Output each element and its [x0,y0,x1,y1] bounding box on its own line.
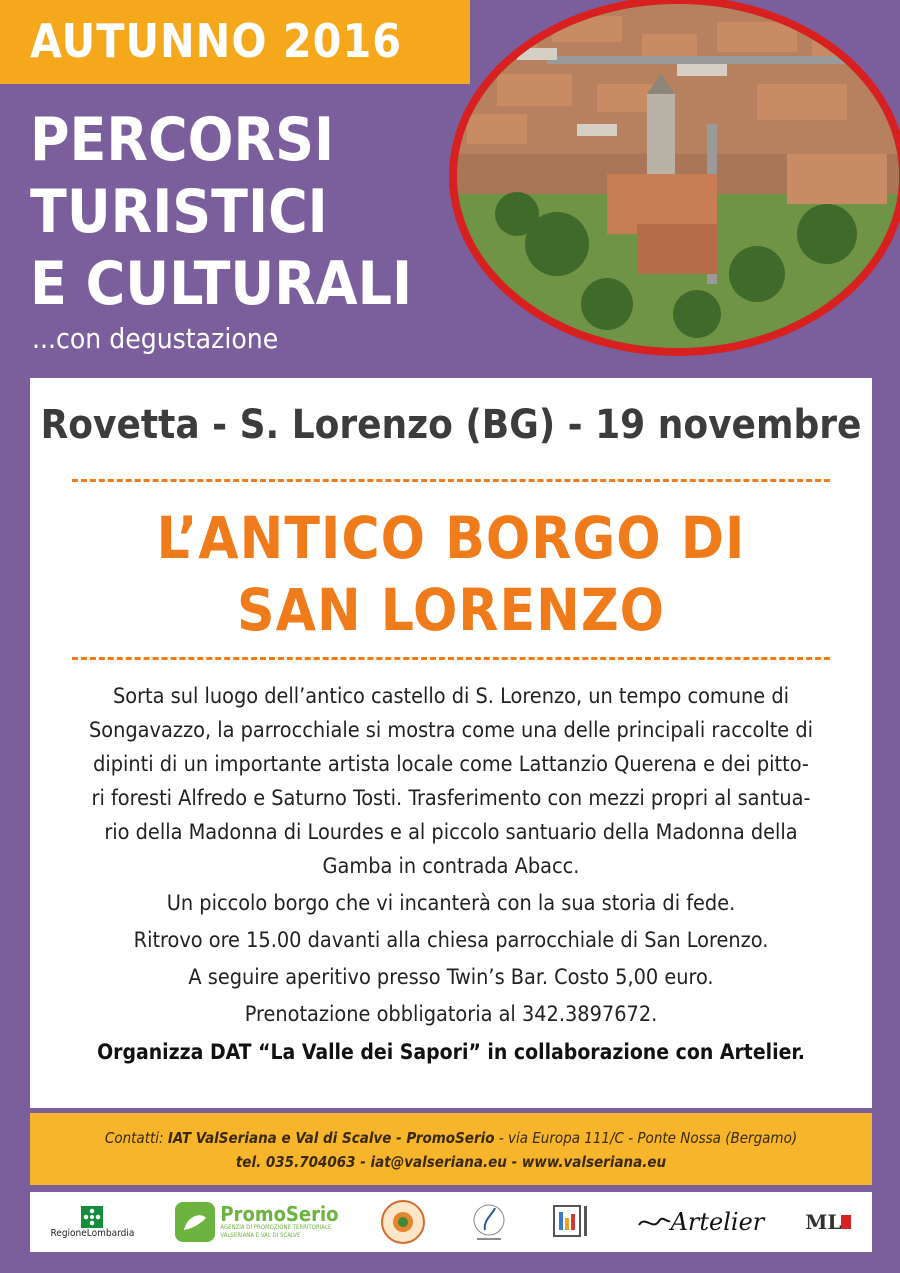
description-line: rio della Madonna di Lourdes e al piccolo santuario della Madonna della [104,820,798,845]
promoserio-logo [175,1202,338,1242]
promoserio-subtitle-1: AGENZIA DI PROMOZIONE TERRITORIALE [220,1224,332,1231]
description-line: Songavazzo, la parrocchiale si mostra come una delle principali raccolte di [89,718,813,743]
artelier-swirl-icon [637,1211,671,1233]
contacts-line-1 [30,1126,872,1150]
info-line: A seguire aperitivo presso Twin’s Bar. Costo 5,00 euro. [188,965,714,990]
season-label: AUTUNNO 2016 [30,14,403,68]
artelier-wordmark: Artelier [670,1208,765,1236]
description-line: Gamba in contrada Abacc. [322,854,580,879]
contacts-label: Contatti: [104,1129,164,1147]
sponsor-logos-bar [30,1192,872,1252]
event-title-line: SAN LORENZO [236,576,666,644]
promoserio-icon [175,1202,215,1242]
contacts-organization: IAT ValSeriana e Val di Scalve - PromoSerio [167,1129,495,1147]
ml-club-logo [805,1210,851,1234]
event-card [30,378,872,1108]
info-line: Prenotazione obbligatoria al 342.3897672. [244,1002,658,1027]
event-place-date: Rovetta - S. Lorenzo (BG) - 19 novembre [40,402,862,448]
info-line: Un piccolo borgo che vi incanterà con la sua storia di fede. [166,891,736,916]
main-title-line: E CULTURALI [30,249,413,319]
description-line: ri foresti Alfredo e Saturno Tosti. Trasferimento con mezzi propri al santua- [91,786,811,811]
main-title [30,104,412,320]
promoserio-subtitle-2: VALSERIANA E VAL DI SCALVE [220,1232,301,1239]
subtitle: ...con degustazione [32,322,279,355]
contacts-address: - via Europa 111/C - Ponte Nossa (Bergamo) [498,1129,798,1147]
idee-logo [552,1202,596,1242]
event-description [48,680,854,1032]
main-title-line: PERCORSI [30,105,335,175]
description-line: dipinti di un importante artista locale come Lattanzio Querena e dei pitto- [93,752,809,777]
idee-icon [552,1202,596,1242]
event-title [30,502,872,646]
event-title-line: L’ANTICO BORGO DI [156,504,746,572]
info-line: Ritrovo ore 15.00 davanti alla chiesa parrocchiale di San Lorenzo. [133,928,769,953]
regione-lombardia-icon [81,1206,103,1228]
dashed-divider-bottom [72,657,830,660]
contacts-bar [30,1113,872,1185]
organizer-note: Organizza DAT “La Valle dei Sapori” in collaborazione con Artelier. [97,1040,805,1064]
ml-club-flag-icon [841,1211,851,1233]
circular-seal-icon [380,1199,426,1245]
village-photo-illustration [457,4,899,348]
artelier-logo [637,1208,765,1236]
promoserio-name: PromoSerio [220,1202,339,1226]
regione-lombardia-label: RegioneLombardia [50,1227,135,1239]
consortium-emblem-logo [467,1200,511,1244]
village-aerial-photo [449,0,900,356]
contacts-line-2: tel. 035.704063 - iat@valseriana.eu - www.valseriana.eu [235,1153,667,1171]
ml-club-wordmark: ML [805,1210,842,1234]
main-title-line: TURISTICI [30,177,328,247]
consortium-emblem-icon [467,1200,511,1244]
dashed-divider-top [72,479,830,482]
description-line: Sorta sul luogo dell’antico castello di S. Lorenzo, un tempo comune di [112,684,790,709]
circular-seal-logo [380,1199,426,1245]
regione-lombardia-logo [51,1206,135,1239]
